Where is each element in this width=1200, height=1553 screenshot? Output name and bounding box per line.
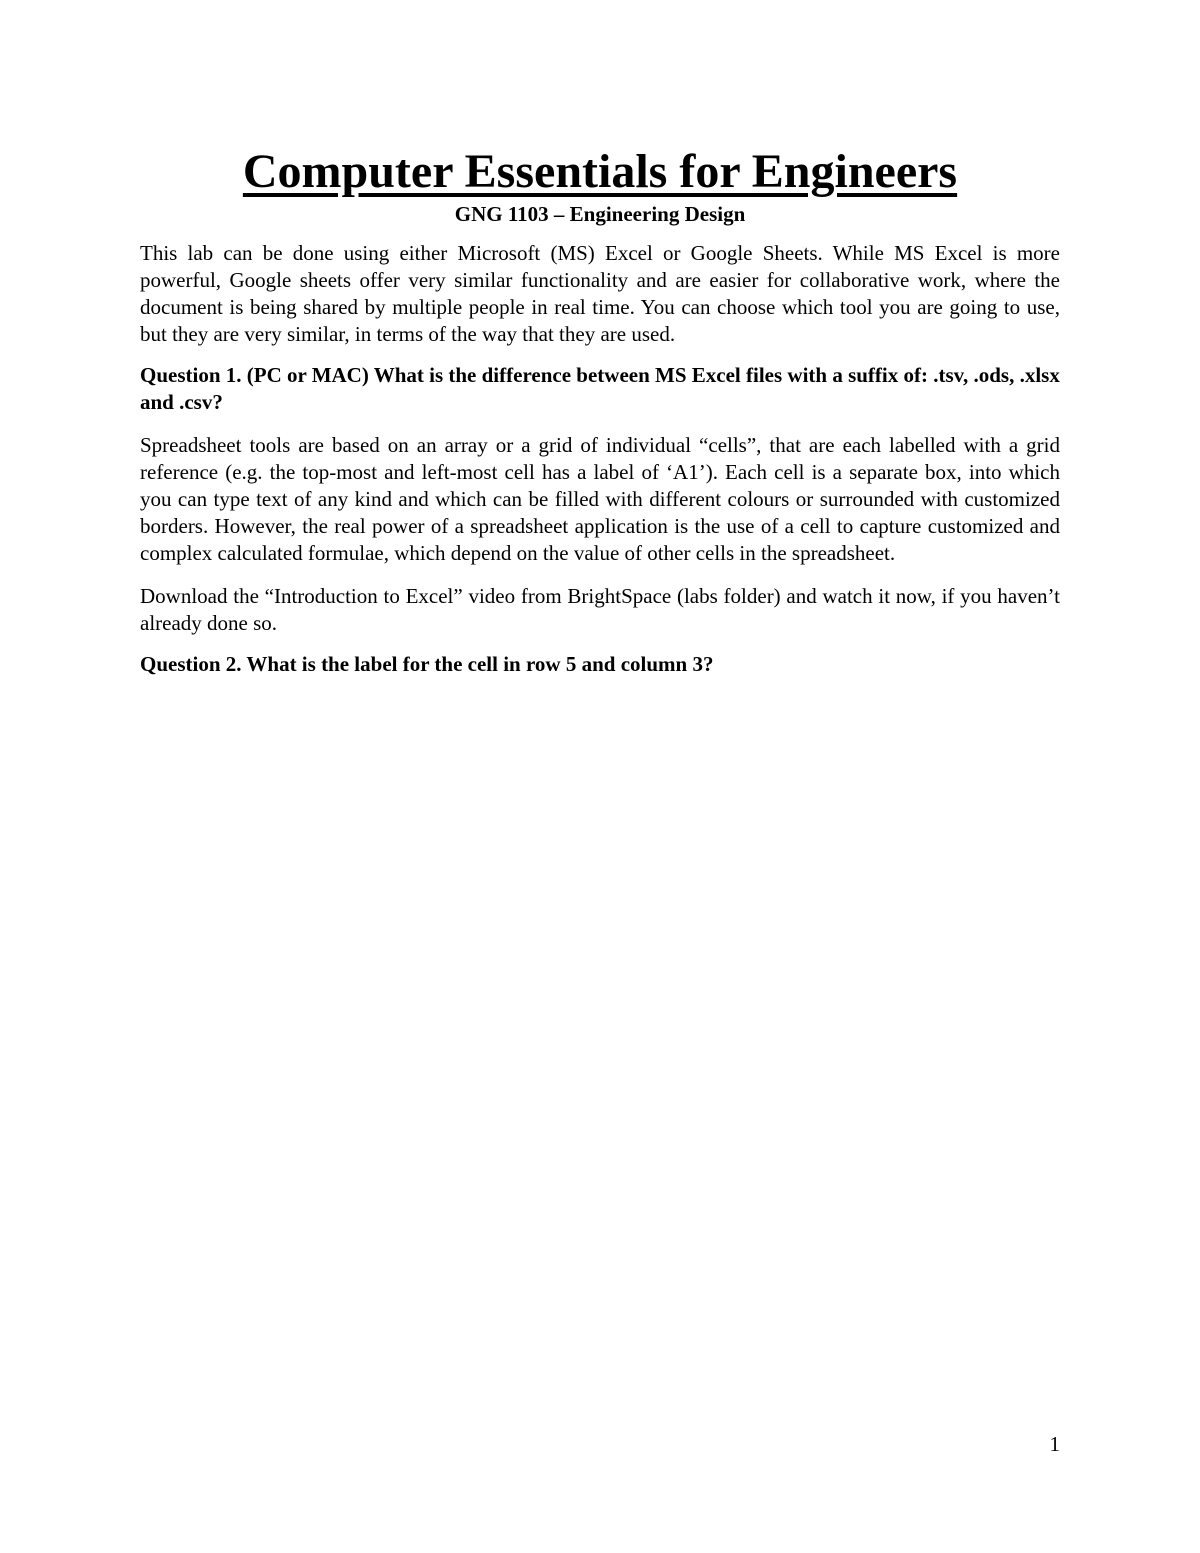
intro-paragraph: This lab can be done using either Microsoft (MS) Excel or Google Sheets. While MS Excel is more powerful, Google sheets offer very similar functionality and are easier for collaborative work, where the document is being shared by multiple people in real time. You can choose which tool you are going to use, but they are very similar, in terms of the way that they are used. [140,241,1060,346]
question-1: Question 1. (PC or MAC) What is the difference between MS Excel files with a suffix of: .tsv, .ods, .xlsx and .csv? [140,363,1060,414]
document-title: Computer Essentials for Engineers [242,145,958,198]
spreadsheet-paragraph: Spreadsheet tools are based on an array or a grid of individual “cells”, that are each labelled with a grid reference (e.g. the top-most and left-most cell has a label of ‘A1’). Each cell is a separate box, into which you can type text of any kind and which can be filled with different colours or surrounded with customized borders. However, the real power of a spreadsheet application is the use of a cell to capture customized and complex calculated formulae, which depend on the value of other cells in the spreadsheet. [140,433,1060,565]
download-paragraph: Download the “Introduction to Excel” video from BrightSpace (labs folder) and watch it now, if you haven’t already done so. [140,584,1060,635]
page-number: 1 [1049,1432,1060,1456]
course-subtitle: GNG 1103 – Engineering Design [454,202,746,226]
question-2: Question 2. What is the label for the cell in row 5 and column 3? [140,652,714,676]
document-content [140,142,1060,678]
